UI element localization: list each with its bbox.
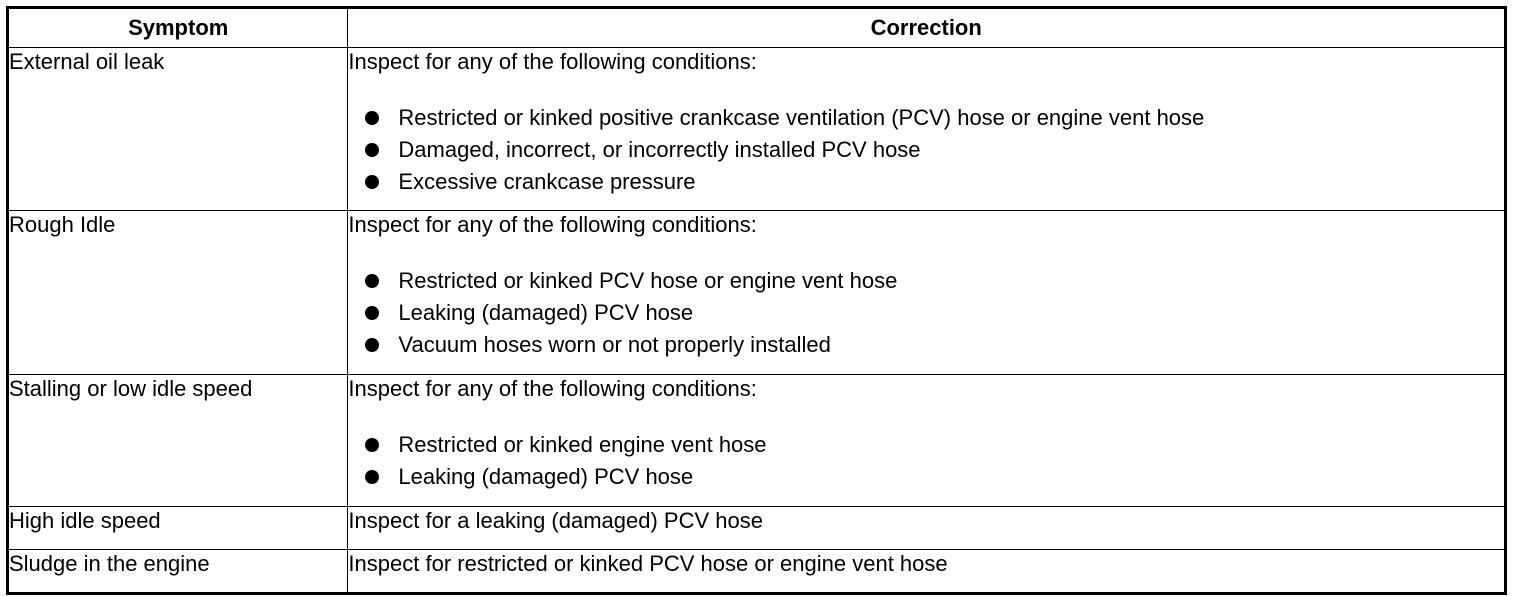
bullet-icon [365, 470, 379, 484]
symptom-cell: High idle speed [8, 507, 348, 550]
symptom-cell: External oil leak [8, 48, 348, 211]
condition-list [348, 429, 1504, 497]
symptom-cell: Rough Idle [8, 211, 348, 375]
correction-cell [348, 211, 1506, 375]
correction-text: Inspect for any of the following conditions: [348, 212, 757, 237]
list-item [348, 102, 1504, 134]
header-row [8, 8, 1506, 48]
condition-text: Restricted or kinked PCV hose or engine vent hose [398, 268, 898, 293]
bullet-icon [365, 338, 379, 352]
correction-cell: Inspect for restricted or kinked PCV hose or engine vent hose [348, 550, 1506, 594]
list-item [348, 297, 1504, 329]
table-row [8, 48, 1506, 211]
condition-text: Leaking (damaged) PCV hose [398, 300, 694, 325]
condition-text: Vacuum hoses worn or not properly installed [398, 332, 831, 357]
diagnosis-table-container [6, 6, 1507, 595]
bullet-icon [365, 143, 379, 157]
diagnosis-table [6, 6, 1507, 595]
bullet-icon [365, 274, 379, 288]
correction-text: Inspect for any of the following conditions: [348, 49, 757, 74]
list-item [348, 429, 1504, 461]
table-row [8, 550, 1506, 594]
correction-cell [348, 375, 1506, 507]
bullet-icon [365, 306, 379, 320]
condition-text: Restricted or kinked positive crankcase ventilation (PCV) hose or engine vent hose [398, 105, 1205, 130]
header-symptom: Symptom [8, 8, 348, 48]
bullet-icon [365, 175, 379, 189]
symptom-cell: Sludge in the engine [8, 550, 348, 594]
table-row [8, 211, 1506, 375]
list-item [348, 134, 1504, 166]
symptom-cell: Stalling or low idle speed [8, 375, 348, 507]
condition-list [348, 265, 1504, 365]
condition-text: Damaged, incorrect, or incorrectly installed PCV hose [398, 137, 921, 162]
list-item [348, 329, 1504, 361]
correction-cell: Inspect for a leaking (damaged) PCV hose [348, 507, 1506, 550]
condition-text: Restricted or kinked engine vent hose [398, 432, 767, 457]
condition-text: Excessive crankcase pressure [398, 169, 696, 194]
bullet-icon [365, 111, 379, 125]
list-item [348, 461, 1504, 493]
condition-text: Leaking (damaged) PCV hose [398, 464, 694, 489]
condition-list [348, 102, 1504, 202]
correction-cell [348, 48, 1506, 211]
correction-text: Inspect for any of the following conditions: [348, 376, 757, 401]
table-row [8, 375, 1506, 507]
list-item [348, 166, 1504, 198]
list-item [348, 265, 1504, 297]
table-row [8, 507, 1506, 550]
header-correction: Correction [348, 8, 1506, 48]
bullet-icon [365, 438, 379, 452]
